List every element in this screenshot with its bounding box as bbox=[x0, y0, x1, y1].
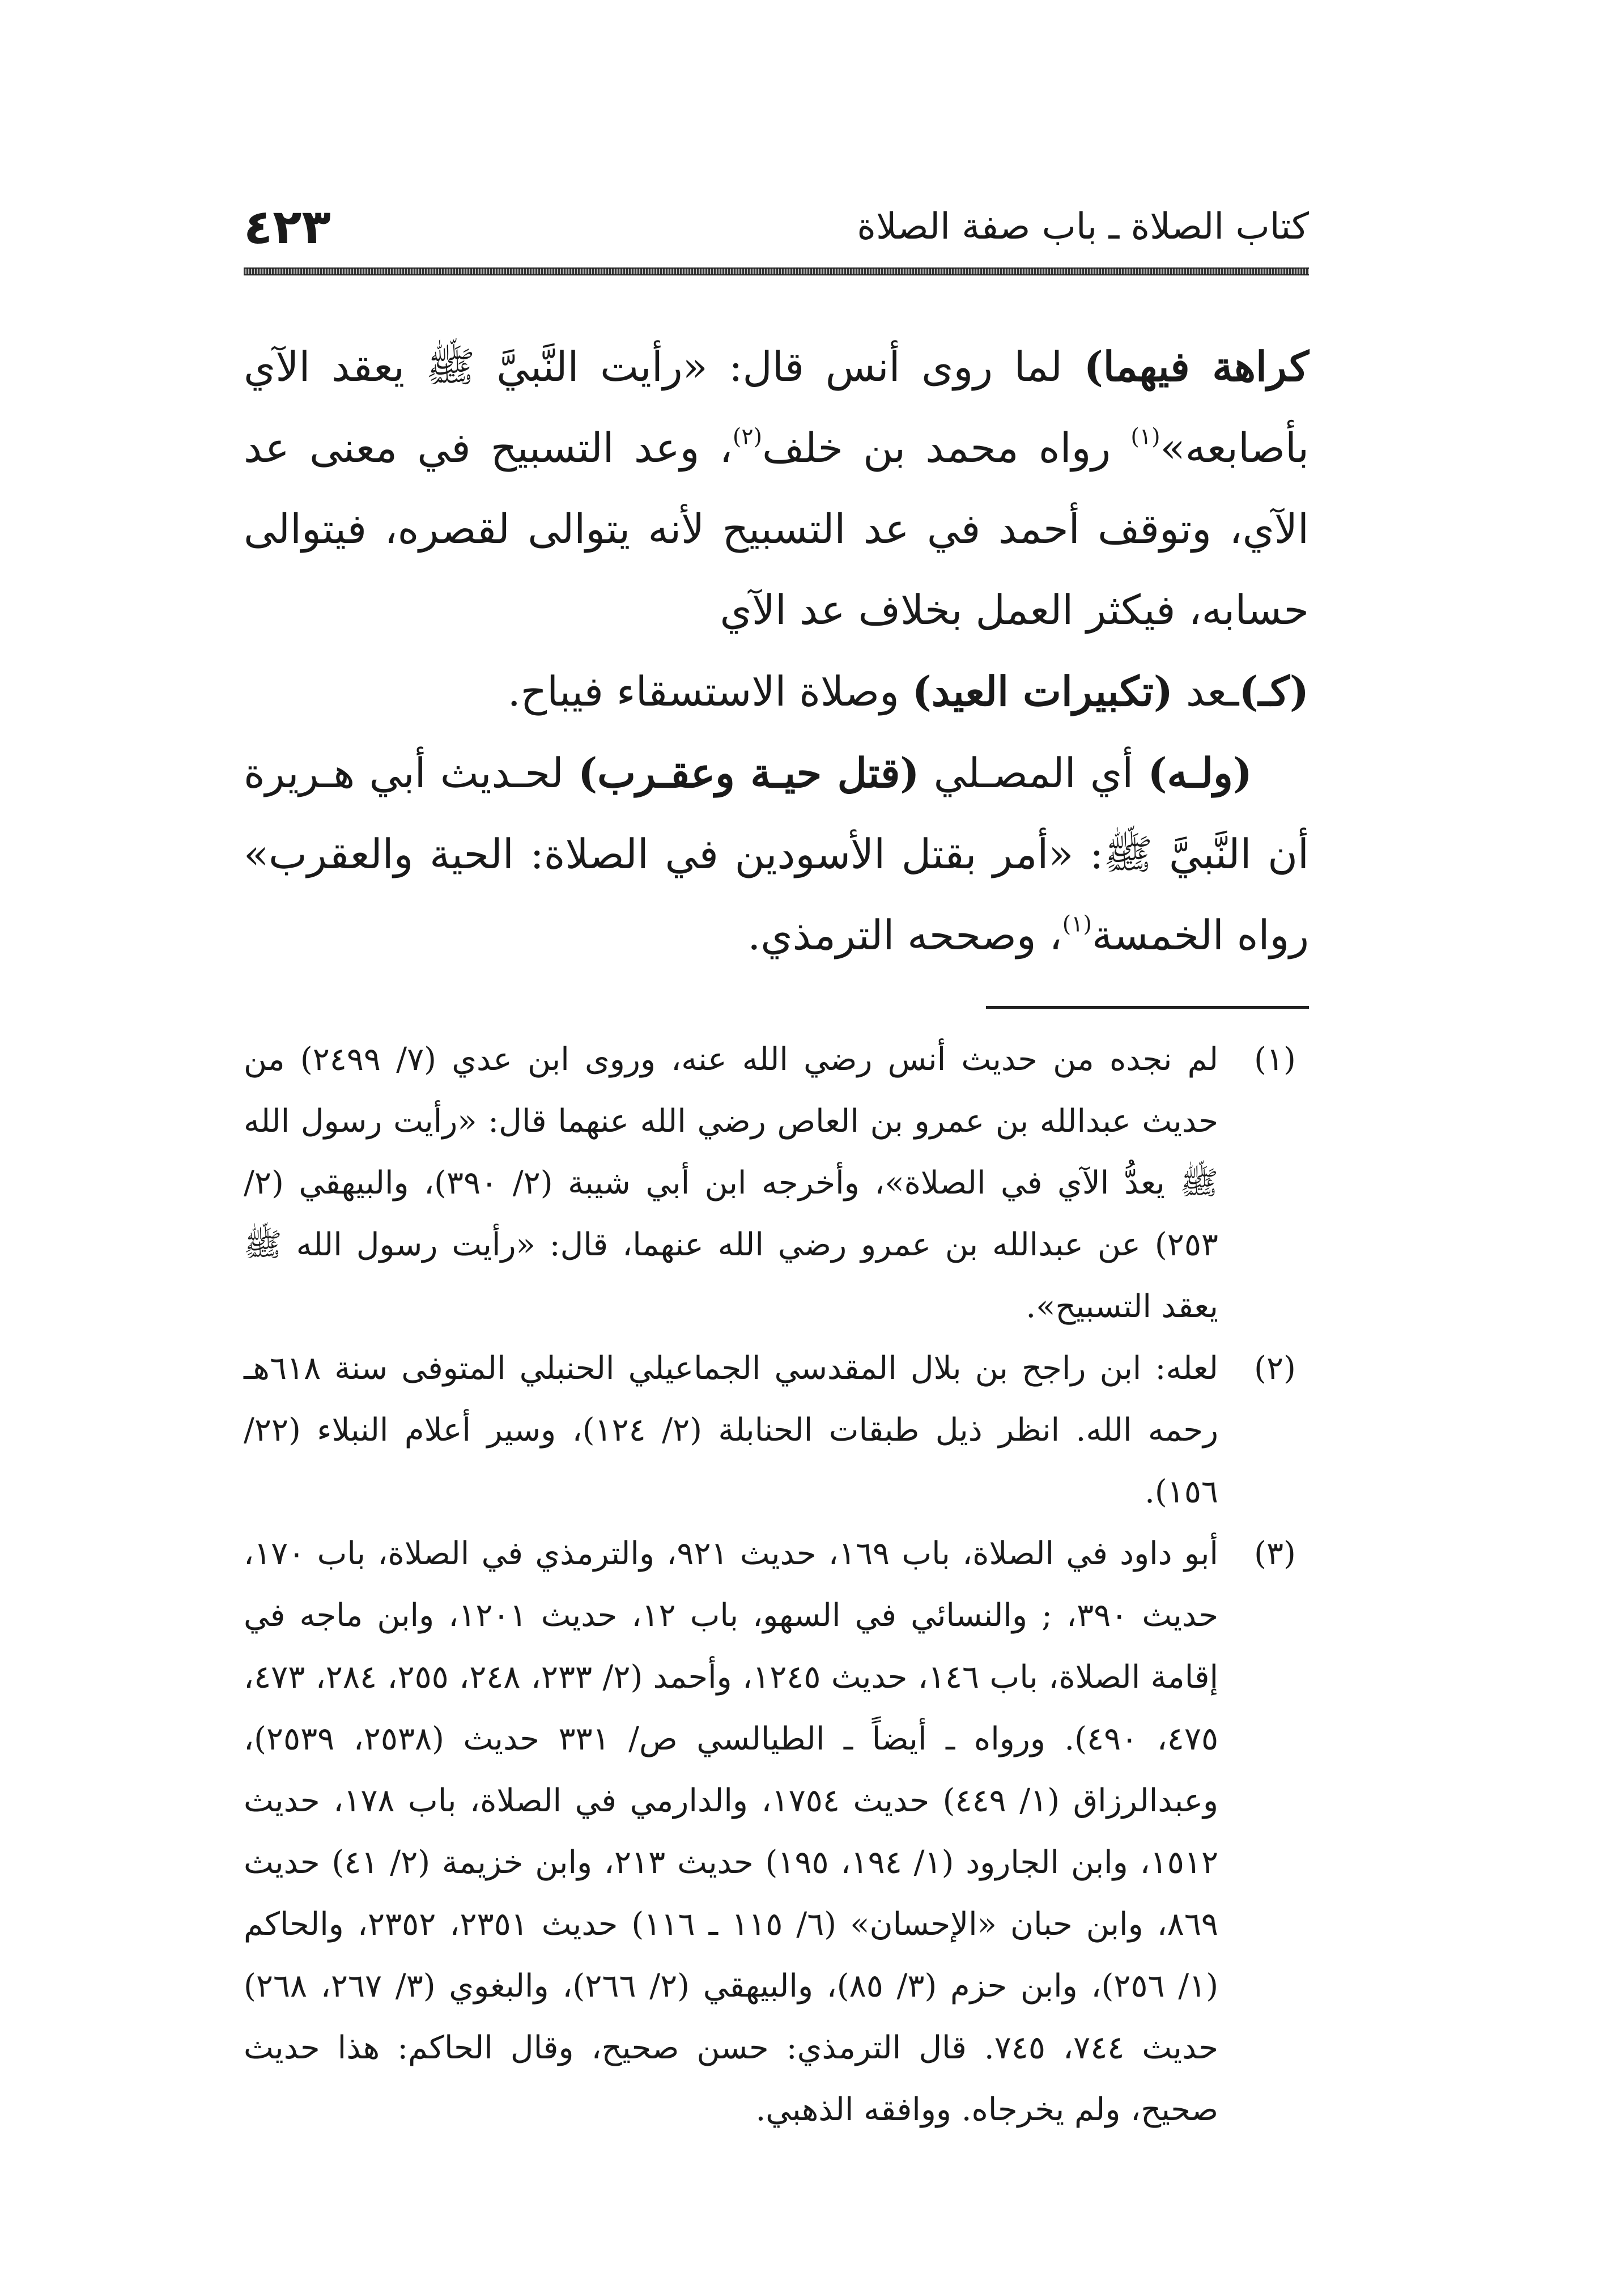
bold-term: (كـ) bbox=[1239, 667, 1309, 715]
text-run: لما روى أنس قال: «رأيت النَّبيَّ ﷺ يعقد الآي بأصابعه» bbox=[244, 343, 1309, 472]
footnote-number: (٢) bbox=[1254, 1350, 1296, 1387]
text-run: ـعد bbox=[1172, 668, 1239, 715]
page-header bbox=[244, 198, 1309, 264]
text-run: ، وصححه الترمذي. bbox=[747, 911, 1062, 959]
footnotes bbox=[244, 1029, 1309, 2141]
footnote-ref: (١) bbox=[1130, 423, 1160, 450]
footnote-text: لم نجده من حديث أنس رضي الله عنه، وروى ابن عدي (٧/ ٢٤٩٩) من حديث عبدالله بن عمرو بن العاص رضي الله عنهما قال: «رأيت رسول الله ﷺ يعدُّ الآي في الصلاة»، وأخرجه ابن أبي شيبة (٢/ ٣٩٠)، والبيهقي (٢/ ٢٥٣) عن عبدالله بن عمرو رضي الله عنهما، قال: «رأيت رسول الله ﷺ يعقد التسبيح». bbox=[244, 1041, 1219, 1325]
footnote-1 bbox=[244, 1029, 1309, 1337]
bold-term: (تكبيرات العيد) bbox=[912, 667, 1173, 715]
header-rule bbox=[244, 267, 1309, 275]
text-run: لحـديث أبي هـريرة أن النَّبيَّ ﷺ: «أمر بقتل الأسودين في الصلاة: الحية والعقرب» رواه الخمسة bbox=[244, 749, 1310, 959]
footnote-number: (٣) bbox=[1254, 1535, 1296, 1572]
text-run: أي المصـلي bbox=[919, 749, 1148, 797]
page-number: ٤٢٣ bbox=[244, 199, 331, 254]
text-run: رواه محمد بن خلف bbox=[762, 424, 1131, 472]
footnote-ref: (٢) bbox=[732, 423, 763, 450]
running-title: كتاب الصلاة ـ باب صفة الصلاة bbox=[857, 206, 1309, 248]
paragraph-2 bbox=[244, 732, 1309, 976]
text-run: ، وعد التسبيح في معنى عد الآي، وتوقف أحمد في عد التسبيح لأنه يتوالى لقصره، فيتوالى حسابه، فيكثر العمل بخلاف عد الآي bbox=[244, 424, 1310, 634]
bold-term: (قتل حيـة وعقـرب) bbox=[578, 749, 920, 797]
paragraph-1 bbox=[244, 326, 1309, 732]
footnote-number: (١) bbox=[1254, 1041, 1296, 1078]
footnote-3 bbox=[244, 1523, 1309, 2141]
main-text bbox=[244, 326, 1309, 976]
footnote-separator bbox=[986, 1006, 1309, 1009]
bold-term: (ولـه) bbox=[1147, 749, 1252, 797]
footnote-ref: (١) bbox=[1062, 911, 1092, 937]
footnote-text: لعله: ابن راجح بن بلال المقدسي الجماعيلي الحنبلي المتوفى سنة ٦١٨هـ رحمه الله. انظر ذيل طبقات الحنابلة (٢/ ١٢٤)، وسير أعلام النبلاء (٢٢/ ١٥٦). bbox=[244, 1350, 1218, 1510]
footnote-text: أبو داود في الصلاة، باب ١٦٩، حديث ٩٢١، والترمذي في الصلاة، باب ١٧٠، حديث ٣٩٠، ; والنسائي في السهو، باب ١٢، حديث ١٢٠١، وابن ماجه في إقامة الصلاة، باب ١٤٦، حديث ١٢٤٥، وأحمد (٢/ ٢٣٣، ٢٤٨، ٢٥٥، ٢٨٤، ٤٧٣، ٤٧٥، ٤٩٠). ورواه ـ أيضاً ـ الطيالسي ص/ ٣٣١ حديث (٢٥٣٨، ٢٥٣٩)، وعبدالرزاق (١/ ٤٤٩) حديث ١٧٥٤، والدارمي في الصلاة، باب ١٧٨، حديث ١٥١٢، وابن الجارود (١/ ١٩٤، ١٩٥) حديث ٢١٣، وابن خزيمة (٢/ ٤١) حديث ٨٦٩، وابن حبان «الإحسان» (٦/ ١١٥ ـ ١١٦) حديث ٢٣٥١، ٢٣٥٢، والحاكم (١/ ٢٥٦)، وابن حزم (٣/ ٨٥)، والبيهقي (٢/ ٢٦٦)، والبغوي (٣/ ٢٦٧، ٢٦٨) حديث ٧٤٤، ٧٤٥. قال الترمذي: حسن صحيح، وقال الحاكم: هذا حديث صحيح، ولم يخرجاه. ووافقه الذهبي. bbox=[244, 1535, 1219, 2128]
bold-term: كراهة فيهما) bbox=[1083, 342, 1309, 390]
text-run: وصلاة الاستسقاء فيباح. bbox=[507, 668, 912, 715]
footnote-2 bbox=[244, 1337, 1309, 1523]
